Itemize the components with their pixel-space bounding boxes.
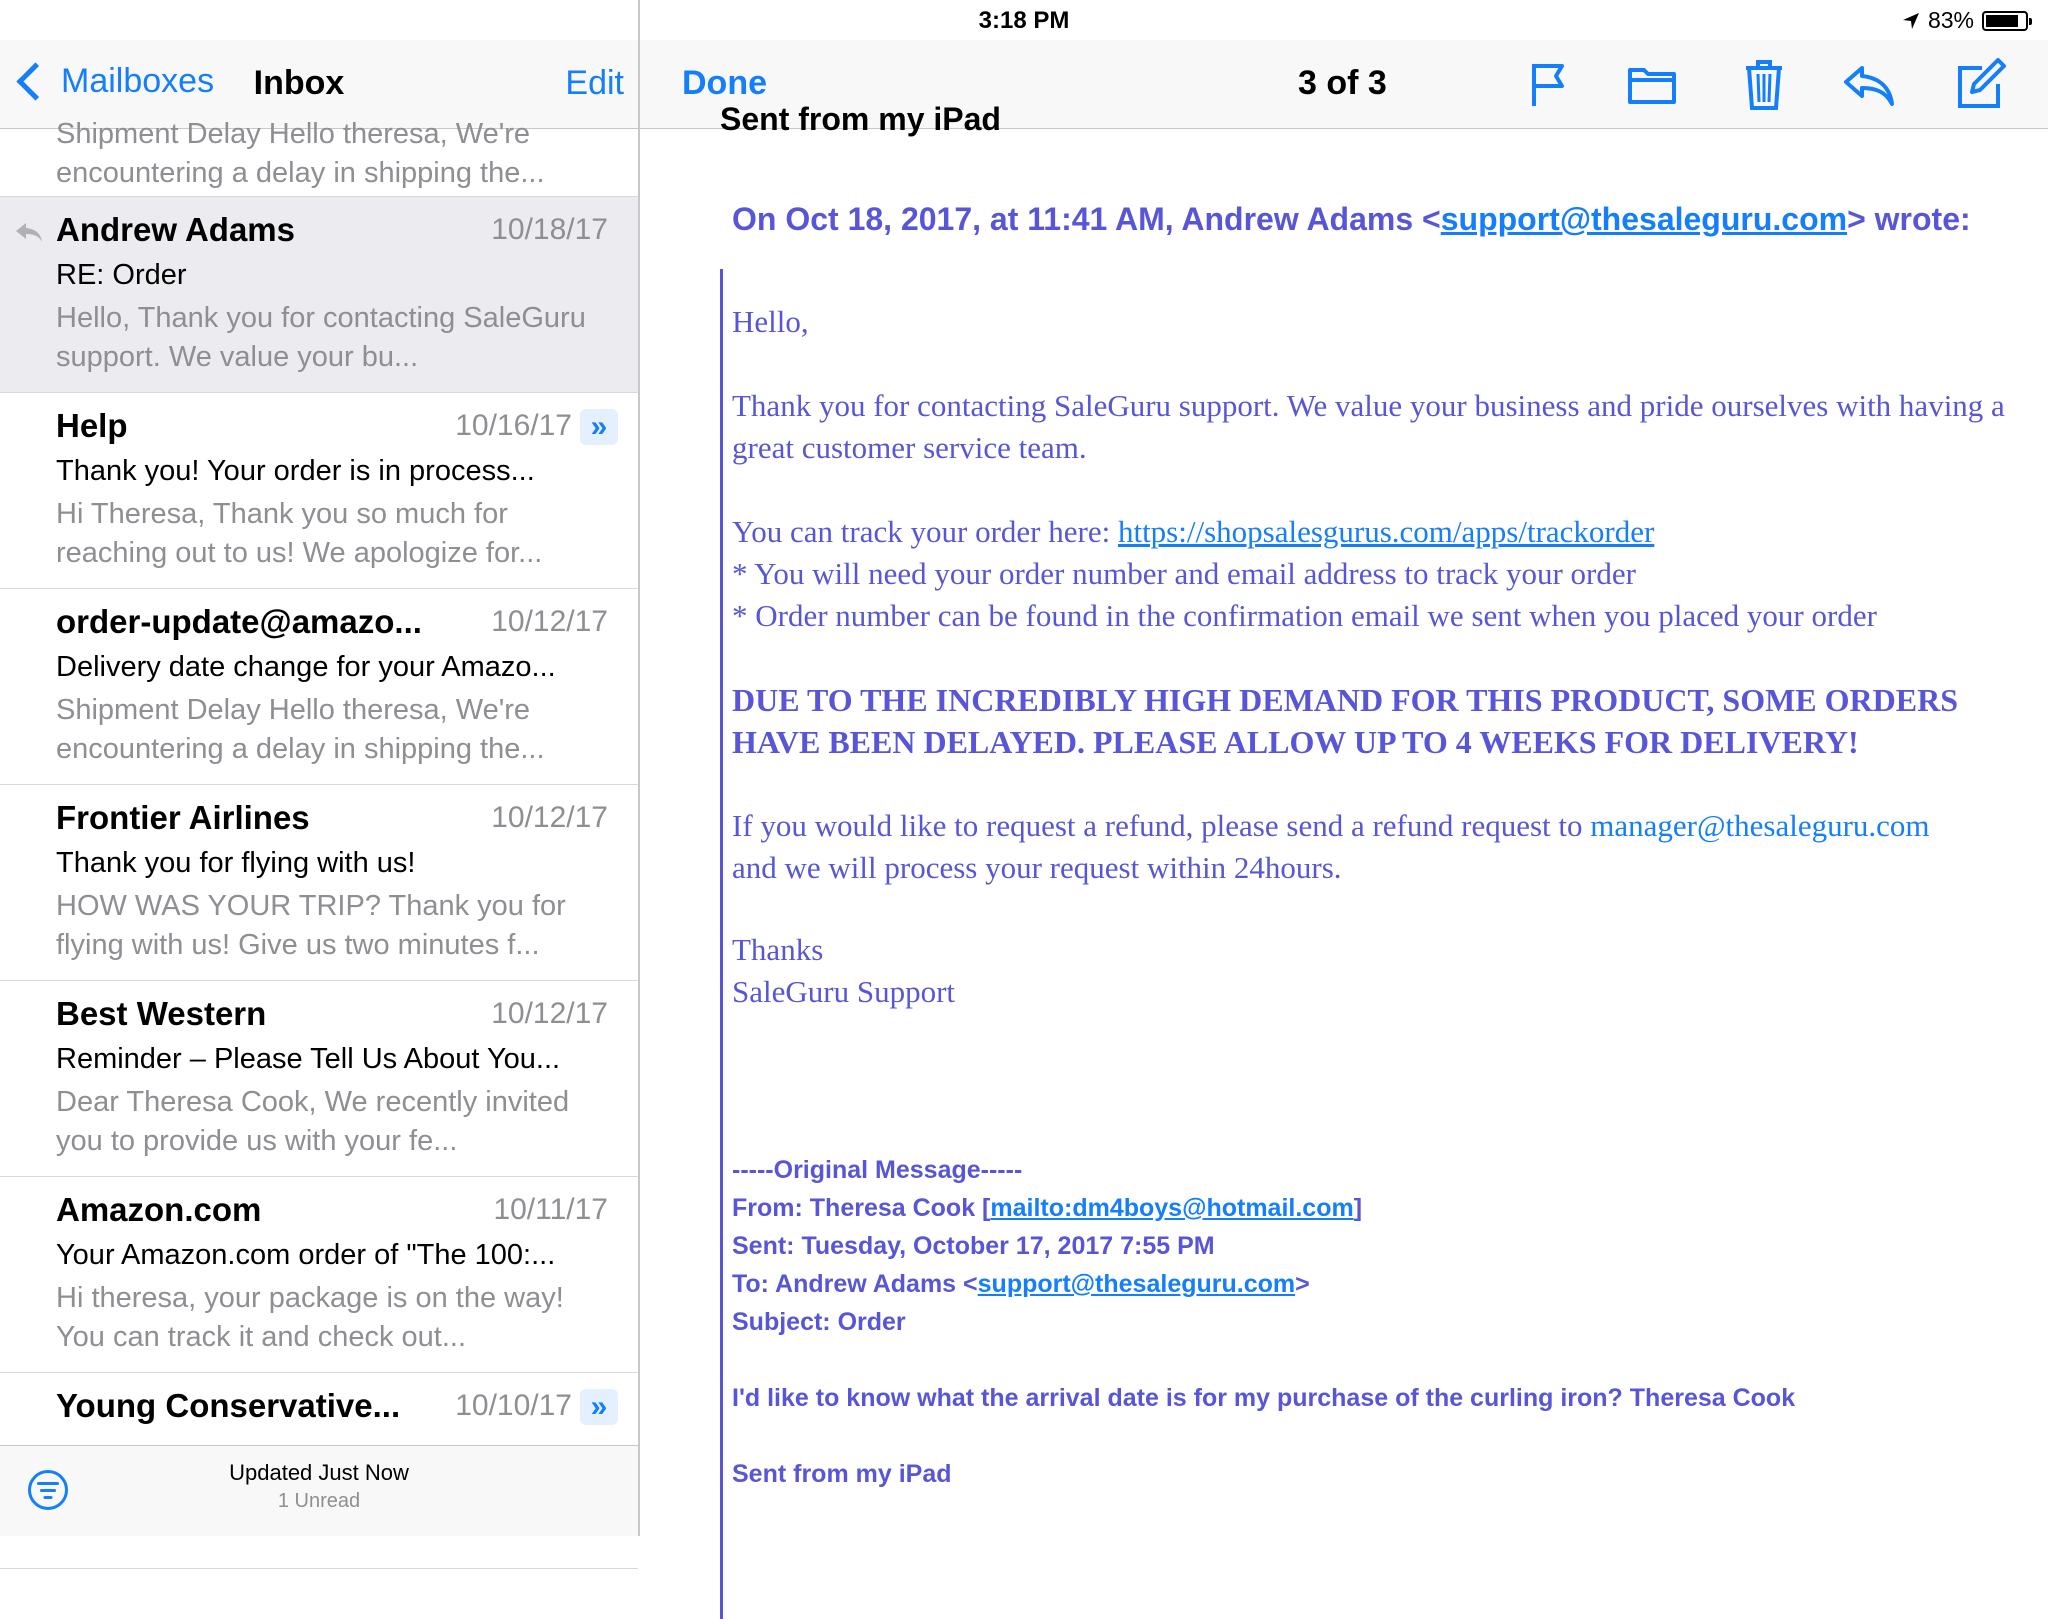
list-item[interactable] [0, 393, 638, 589]
message-preview: Hi theresa, your package is on the way! You can track it and check out... [56, 1282, 564, 1353]
inbox-toolbar [0, 1445, 638, 1536]
message-date: 10/11/17 [493, 1193, 608, 1226]
inbox-pane [0, 0, 640, 1536]
original-question: I'd like to know what the arrival date is for my purchase of the curling iron? Theresa Cook [732, 1384, 1796, 1412]
thread-chevron-icon[interactable]: » [580, 409, 618, 445]
message-preview: HOW WAS YOUR TRIP? Thank you for flying with us! Give us two minutes f... [56, 890, 566, 961]
mailboxes-back-label: Mailboxes [61, 62, 215, 100]
updated-label: Updated Just Now [229, 1460, 409, 1485]
message-sender: Best Western [56, 995, 267, 1032]
to-prefix: To: Andrew Adams < [732, 1270, 978, 1298]
message-preview: Dear Theresa Cook, We recently invited you to provide us with your fe... [56, 1086, 570, 1157]
inbox-title: Inbox [253, 64, 345, 102]
original-to [732, 1265, 2052, 1303]
message-date: 10/12/17 [491, 605, 608, 638]
refund-email-link[interactable]: manager@thesaleguru.com [1590, 808, 1930, 843]
paragraph-intro: Thank you for contacting SaleGuru support. We value your business and pride ourselves with having a great customer service team. [732, 388, 2005, 465]
original-from [732, 1189, 2052, 1227]
trash-icon[interactable] [1736, 56, 1792, 112]
list-item[interactable] [0, 785, 638, 981]
original-header: -----Original Message----- [732, 1156, 1023, 1184]
message-date: 10/12/17 [491, 801, 608, 834]
replied-icon [14, 221, 44, 245]
message-subject: Your Amazon.com order of "The 100:... [56, 1239, 556, 1271]
list-item[interactable] [0, 1177, 638, 1373]
battery-percent: 83% [1927, 7, 1974, 33]
original-message-block [732, 1151, 2052, 1493]
message-preview: Hello, Thank you for contacting SaleGuru support. We value your bu... [56, 302, 586, 373]
update-status [0, 1460, 638, 1513]
message-preview: Shipment Delay Hello theresa, We're encountering a delay in shipping the... [56, 694, 545, 765]
track-order-link[interactable]: https://shopsalesgurus.com/apps/trackorder [1117, 514, 1655, 549]
thread-chevron-icon[interactable]: » [580, 1389, 618, 1425]
to-suffix: > [1295, 1270, 1310, 1298]
message-subject: Thank you! Your order is in process... [56, 455, 535, 487]
bullet-2: * Order number can be found in the confirmation email we sent when you placed your order [732, 598, 1877, 633]
clipped-signature: Sent from my iPad [720, 101, 1001, 137]
refund-prefix: If you would like to request a refund, please send a refund request to [732, 808, 1591, 843]
message-pane [640, 0, 2048, 1536]
to-email-link[interactable]: support@thesaleguru.com [977, 1270, 1296, 1298]
quote-header [732, 201, 1971, 238]
from-prefix: From: Theresa Cook [ [732, 1194, 991, 1222]
message-sender: Help [56, 407, 128, 444]
message-subject: Reminder – Please Tell Us About You... [56, 1043, 561, 1075]
unread-count: 1 Unread [277, 1490, 361, 1512]
original-subject: Subject: Order [732, 1308, 906, 1336]
message-sender: order-update@amazo... [56, 603, 422, 640]
message-position: 3 of 3 [1298, 64, 1387, 102]
signature: SaleGuru Support [732, 974, 956, 1009]
greeting: Hello, [732, 304, 809, 339]
message-date: 10/18/17 [491, 213, 608, 246]
message-date: 10/10/17 [455, 1389, 572, 1422]
status-time: 3:18 PM [978, 7, 1070, 34]
track-line [732, 511, 2052, 553]
edit-button[interactable]: Edit [565, 64, 624, 102]
bullet-1: * You will need your order number and email address to track your order [732, 556, 1636, 591]
original-signoff: Sent from my iPad [732, 1460, 952, 1488]
list-item[interactable] [0, 981, 638, 1177]
from-suffix: ] [1353, 1194, 1363, 1222]
quote-bar [720, 269, 723, 1619]
list-item[interactable] [0, 197, 638, 393]
list-item[interactable] [0, 589, 638, 785]
done-button[interactable]: Done [682, 64, 767, 102]
list-item[interactable] [0, 118, 638, 197]
message-sender: Amazon.com [56, 1191, 262, 1228]
message-subject: Delivery date change for your Amazo... [56, 651, 556, 683]
sender-email-link[interactable]: support@thesaleguru.com [1440, 201, 1848, 237]
message-date: 10/16/17 [455, 409, 572, 442]
original-sent: Sent: Tuesday, October 17, 2017 7:55 PM [732, 1232, 1215, 1260]
track-prefix: You can track your order here: [732, 514, 1118, 549]
message-sender: Frontier Airlines [56, 799, 310, 836]
message-subject: RE: Order [56, 259, 187, 291]
reply-icon[interactable] [1840, 56, 1896, 112]
message-sender: Young Conservative... [56, 1387, 401, 1424]
quote-header-prefix: On Oct 18, 2017, at 11:41 AM, Andrew Adams < [732, 201, 1441, 237]
thanks: Thanks [732, 932, 824, 967]
compose-icon[interactable] [1952, 56, 2008, 112]
refund-line [732, 805, 2052, 889]
from-mailto-link[interactable]: mailto:dm4boys@hotmail.com [990, 1194, 1354, 1222]
message-preview: Shipment Delay Hello theresa, We're encountering a delay in shipping the... [56, 118, 545, 189]
folder-icon[interactable] [1624, 56, 1680, 112]
delay-notice: DUE TO THE INCREDIBLY HIGH DEMAND FOR THIS PRODUCT, SOME ORDERS HAVE BEEN DELAYED. PLEASE ALLOW UP TO 4 WEEKS FOR DELIVERY! [732, 682, 1958, 760]
message-date: 10/12/17 [491, 997, 608, 1030]
message-list[interactable] [0, 118, 638, 1445]
message-body[interactable] [680, 101, 2020, 1529]
refund-suffix: and we will process your request within 24hours. [732, 850, 1342, 885]
message-sender: Andrew Adams [56, 211, 295, 248]
quote-header-suffix: > wrote: [1847, 201, 1971, 237]
flag-icon[interactable] [1520, 56, 1576, 112]
message-subject: Thank you for flying with us! [56, 847, 416, 879]
message-preview: Hi Theresa, Thank you so much for reaching out to us! We apologize for... [56, 498, 543, 569]
